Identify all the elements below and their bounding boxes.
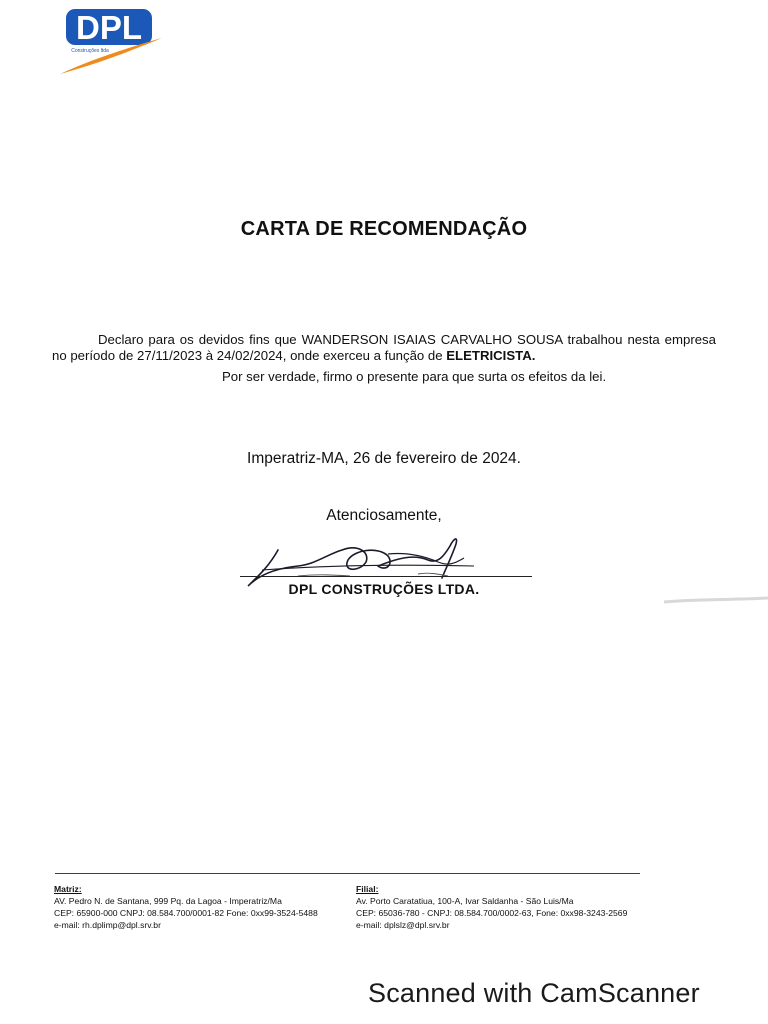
footer-right-email: e-mail: dplslz@dpl.srv.br — [356, 920, 450, 930]
closing-salutation: Atenciosamente, — [326, 507, 442, 524]
footer-right-heading: Filial: — [356, 884, 379, 894]
job-role: ELETRICISTA. — [446, 348, 536, 363]
footer-left-ids: CEP: 65900-000 CNPJ: 08.584.700/0001-82 Fone: 0xx99-3524-5488 — [54, 908, 318, 918]
truth-statement: Por ser verdade, firmo o presente para que surta os efeitos da lei. — [222, 369, 607, 384]
scan-noise — [664, 594, 768, 608]
declaration-paragraph — [52, 332, 716, 364]
footer-left-email: e-mail: rh.dplimp@dpl.srv.br — [54, 920, 161, 930]
footer-headquarters — [54, 883, 318, 931]
signature-line — [240, 576, 532, 577]
footer-branch — [356, 883, 627, 931]
company-name: DPL CONSTRUÇÕES LTDA. — [288, 581, 480, 597]
footer-right-address: Av. Porto Caratatiua, 100-A, Ivar Saldanha - São Luis/Ma — [356, 896, 574, 906]
logo-text: DPL — [76, 9, 142, 46]
declaration-text: Declaro para os devidos fins que WANDERSON ISAIAS CARVALHO SOUSA trabalhou nesta empresa no período de 27/11/2023 à 24/02/2024, onde exerceu a função de — [52, 332, 716, 363]
footer-divider — [55, 873, 640, 874]
camscanner-watermark: Scanned with CamScanner — [368, 978, 700, 1008]
document-title: CARTA DE RECOMENDAÇÃO — [240, 218, 528, 240]
footer-left-heading: Matriz: — [54, 884, 82, 894]
place-and-date: Imperatriz-MA, 26 de fevereiro de 2024. — [247, 450, 521, 467]
footer-right-ids: CEP: 65036-780 - CNPJ: 08.584.700/0002-63, Fone: 0xx98-3243-2569 — [356, 908, 628, 918]
footer-left-address: AV. Pedro N. de Santana, 999 Pq. da Lagoa - Imperatriz/Ma — [54, 896, 282, 906]
logo-subtext: Construções ltda — [71, 48, 109, 54]
dpl-logo — [58, 6, 168, 78]
